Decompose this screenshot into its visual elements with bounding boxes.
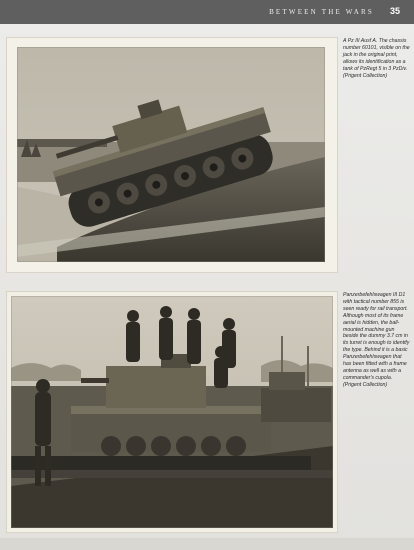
- top-photo: [17, 47, 325, 262]
- top-photo-frame: [7, 38, 337, 272]
- bottom-photo-caption: Panzerbefehlswagen III D1 with tactical number 855 is seen ready for rail transport. Although most of its frame aerial is hidden, the ball-mounted machine gun beside the dummy 3.7 cm in its turret is enough to identify the type. Behind it is a basic Panzerbefehlswagen that has been fitted with a frame antenna as well as with a commander's cupola. (Prigent Collection): [343, 292, 410, 388]
- page-number: 35: [389, 6, 400, 16]
- bottom-caption-column: [343, 292, 411, 389]
- top-caption-column: [343, 38, 411, 79]
- header-band: [0, 0, 414, 24]
- running-head: BETWEEN THE WARS: [269, 8, 374, 16]
- tank-on-slope-image: [17, 47, 325, 262]
- page-bottom-edge: [0, 538, 414, 550]
- rail-transport-image: [11, 296, 333, 528]
- bottom-photo-frame: [7, 292, 337, 532]
- top-photo-caption: A Pz III Ausf A. The chassis number 60101, visible on the jack in the original print, allows its identification as a tank of PzRegt 5 in 3 PzDiv. (Prigent Collection): [343, 38, 410, 79]
- bottom-photo: [11, 296, 333, 528]
